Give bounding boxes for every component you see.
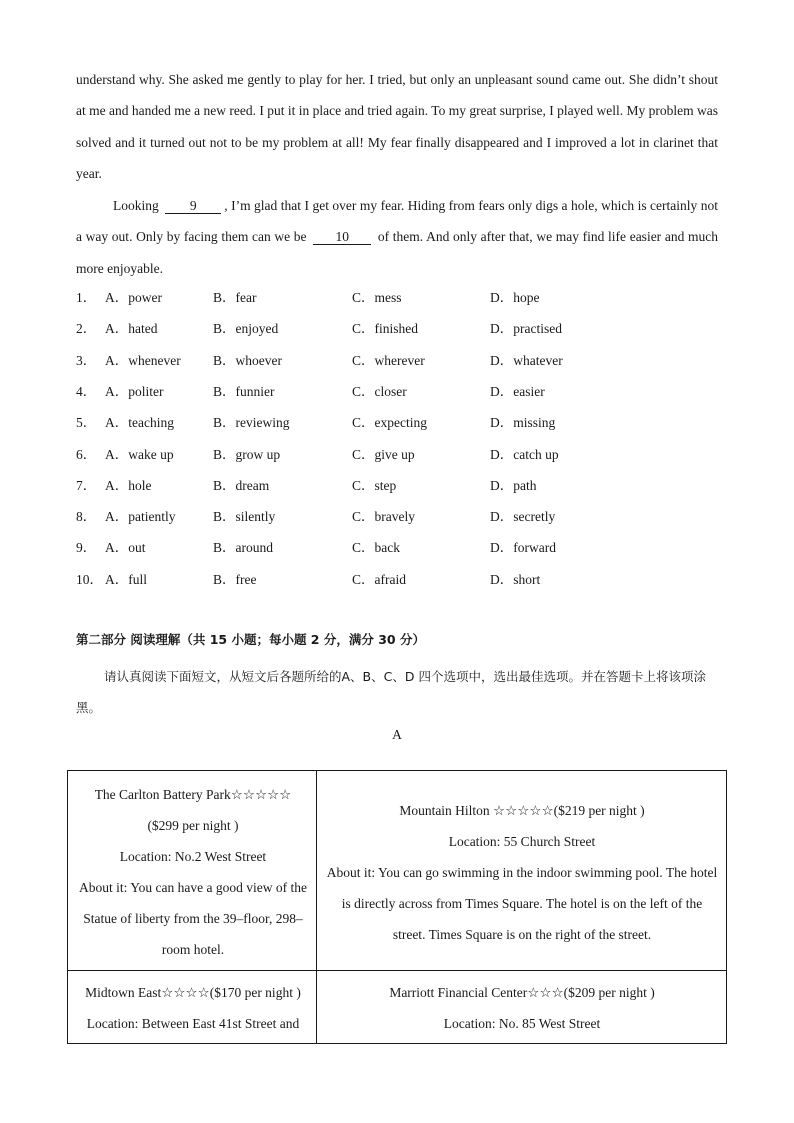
passage-label: A bbox=[392, 727, 402, 742]
hotel-name: Midtown East☆☆☆☆($170 per night ) bbox=[85, 985, 301, 1000]
hotel-cell-marriott bbox=[324, 977, 720, 1039]
option-c: C．wherever bbox=[352, 352, 425, 368]
blank-10: 10 bbox=[313, 229, 371, 245]
question-number: 6． bbox=[76, 446, 97, 462]
option-b: B．whoever bbox=[213, 352, 282, 368]
option-d: D．practised bbox=[490, 321, 562, 337]
option-d: D．catch up bbox=[490, 446, 559, 462]
option-b: B．fear bbox=[213, 290, 257, 305]
option-a: A．teaching bbox=[105, 415, 174, 431]
blank-9: 9 bbox=[165, 198, 221, 214]
hotel-cell-carlton bbox=[74, 779, 312, 965]
option-c: C．afraid bbox=[352, 571, 406, 587]
paragraph-2-start: Looking bbox=[113, 198, 159, 213]
passage-paragraph-2 bbox=[76, 190, 718, 284]
option-b: B．enjoyed bbox=[213, 321, 279, 337]
option-c: C．expecting bbox=[352, 415, 427, 431]
table-divider-horizontal bbox=[68, 970, 726, 971]
hotel-cell-hilton bbox=[324, 795, 720, 950]
hotel-location: Location: No. 85 West Street bbox=[443, 1016, 601, 1031]
option-c: C．closer bbox=[352, 383, 407, 399]
option-b: B．dream bbox=[213, 477, 270, 493]
section-title: 第二部分 阅读理解（共 15 小题；每小题 2 分，满分 30 分） bbox=[76, 632, 425, 647]
option-d: D．hope bbox=[490, 290, 540, 305]
option-d: D．short bbox=[490, 571, 541, 587]
option-c: C．give up bbox=[352, 446, 415, 462]
question-number: 1． bbox=[76, 290, 97, 305]
question-number: 3． bbox=[76, 352, 97, 368]
hotel-price: ($299 per night ) bbox=[147, 818, 239, 833]
option-d: D．easier bbox=[490, 383, 545, 399]
hotel-name: Mountain Hilton ☆☆☆☆☆($219 per night ) bbox=[399, 803, 645, 818]
question-number: 5． bbox=[76, 415, 97, 431]
paragraph-2-end: of them. And only after that, we may find life easier and much more enjoyable. bbox=[76, 229, 718, 276]
table-divider-vertical bbox=[316, 771, 317, 1043]
hotel-name: The Carlton Battery Park☆☆☆☆☆ bbox=[94, 787, 292, 802]
option-d: D．whatever bbox=[490, 352, 563, 368]
question-number: 7． bbox=[76, 477, 97, 493]
option-a: A．full bbox=[105, 571, 147, 587]
option-a: A．wake up bbox=[105, 446, 174, 462]
option-b: B．around bbox=[213, 540, 273, 556]
hotel-about: About it: You can have a good view of the Statue of liberty from the 39–floor, 298–room hotel. bbox=[79, 880, 307, 957]
hotel-location: Location: 55 Church Street bbox=[448, 834, 596, 849]
option-b: B．free bbox=[213, 571, 257, 587]
hotel-cell-midtown bbox=[74, 977, 312, 1039]
option-c: C．back bbox=[352, 540, 400, 556]
passage-paragraph-1: understand why. She asked me gently to play for her. I tried, but only an unpleasant sound came out. She didn’t shout at me and handed me a new reed. I put it in place and tried again. To my great surprise, I played well. My problem was solved and it turned out not to be my problem at all! My fear finally disappeared and I improved a lot in clarinet that year. bbox=[76, 72, 718, 181]
question-number: 4． bbox=[76, 383, 97, 399]
option-a: A．hole bbox=[105, 477, 152, 493]
question-number: 10． bbox=[76, 571, 103, 587]
option-b: B．grow up bbox=[213, 446, 281, 462]
option-a: A．hated bbox=[105, 321, 158, 337]
question-number: 8． bbox=[76, 509, 97, 525]
question-number: 2． bbox=[76, 321, 97, 337]
hotel-name: Marriott Financial Center☆☆☆($209 per night ) bbox=[389, 985, 655, 1000]
hotel-about: About it: You can go swimming in the indoor swimming pool. The hotel is directly across from Times Square. The hotel is on the left of the street. Times Square is on the right of the street. bbox=[326, 865, 718, 942]
option-a: A．whenever bbox=[105, 352, 181, 368]
option-b: B．funnier bbox=[213, 383, 275, 399]
option-a: A．patiently bbox=[105, 509, 176, 525]
option-d: D．secretly bbox=[490, 509, 556, 525]
paragraph-2-middle: , I’m glad that I get over my fear. Hiding from fears only digs a hole, which is certainly not a way out. Only by facing them can we be bbox=[76, 198, 719, 245]
option-d: D．forward bbox=[490, 540, 556, 556]
option-c: C．bravely bbox=[352, 509, 415, 525]
option-a: A．power bbox=[105, 290, 162, 305]
option-c: C．step bbox=[352, 477, 397, 493]
option-d: D．missing bbox=[490, 415, 556, 431]
hotel-table bbox=[67, 770, 727, 1044]
option-a: A．politer bbox=[105, 383, 164, 399]
option-b: B．silently bbox=[213, 509, 276, 525]
section-instructions: 请认真阅读下面短文，从短文后各题所给的A、B、C、D 四个选项中，选出最佳选项。并在答题卡上将该项涂黑。 bbox=[76, 669, 706, 715]
question-number: 9． bbox=[76, 540, 97, 556]
option-c: C．mess bbox=[352, 290, 402, 305]
option-a: A．out bbox=[105, 540, 146, 556]
option-b: B．reviewing bbox=[213, 415, 290, 431]
hotel-location: Location: Between East 41st Street and bbox=[86, 1016, 300, 1031]
option-c: C．finished bbox=[352, 321, 418, 337]
hotel-location: Location: No.2 West Street bbox=[119, 849, 267, 864]
option-d: D．path bbox=[490, 477, 537, 493]
